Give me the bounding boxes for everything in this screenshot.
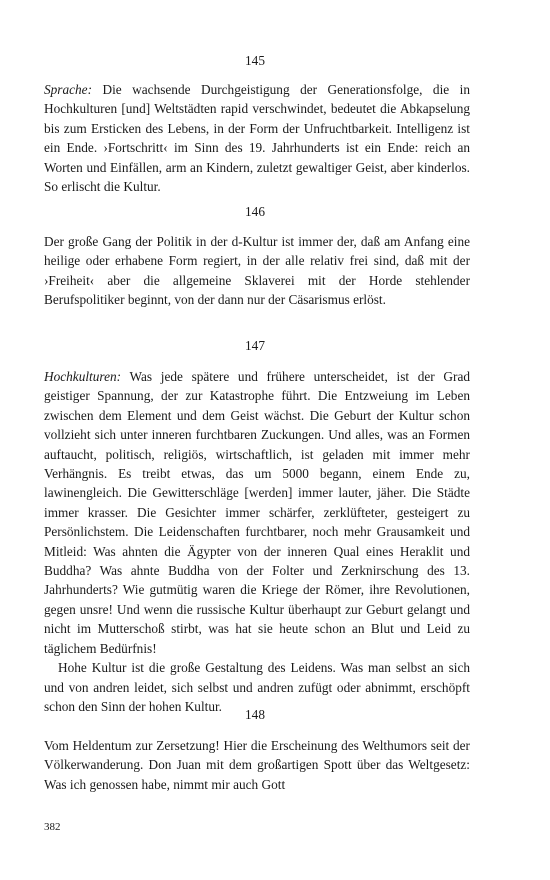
section-147-lead-term: Hochkulturen: <box>44 369 122 384</box>
section-147-paragraph-1 <box>44 367 470 658</box>
section-146-body <box>44 232 470 310</box>
section-147-paragraph-2-text: Hohe Kultur ist die große Gestaltung des Leidens. Was man selbst an sich und von andren leidet, sich selbst und andren zufügt oder abnimmt, erschöpft schon den Sinn der hohen Kultur. <box>44 660 470 714</box>
section-number-145: 145 <box>245 53 265 68</box>
section-145-lead-term: Sprache: <box>44 82 92 97</box>
section-145-body <box>44 80 470 196</box>
section-number-147: 147 <box>245 338 265 353</box>
section-number-148: 148 <box>245 707 265 722</box>
page-number: 382 <box>44 821 61 833</box>
section-146-paragraph-1 <box>44 232 470 310</box>
section-146-paragraph-1-text: Der große Gang der Politik in der d-Kultur ist immer der, daß am Anfang eine heilige oder erhabene Form regiert, in der alle relativ frei sind, daß mit der ›Freiheit‹ aber die allgemeine Sklaverei mit der Horde stehlender Berufspolitiker beginnt, von der dann nur der Cäsarismus erlöst. <box>44 234 470 308</box>
section-148-paragraph-1-text: Vom Heldentum zur Zersetzung! Hier die Erscheinung des Welthumors seit der Völkerwanderung. Don Juan mit dem großartigen Spott über das Weltgesetz: Was ich genossen habe, nimmt mir auch Gott <box>44 738 470 792</box>
section-147-paragraph-1-text: Was jede spätere und frühere unterscheidet, ist der Grad geistiger Spannung, der zur Katastrophe führt. Die Entzweiung im Leben zwischen dem Element und dem Geist wächst. Die Geburt der Kultur schon vollzieht sich unter inneren furchtbaren Zuckungen. Und alles, was an Formen auftaucht, politisch, religiös, wirtschaftlich, ist geladen mit immer mehr Verhängnis. Es treibt etwas, das um 5000 begann, einem Ende zu, lawinengleich. Die Gewitterschläge [werden] immer lauter, jäher. Die Städte immer krasser. Die Gesichter immer schärfer, zerklüfteter, gesteigert zu Persönlichstem. Die Leidenschaften furchtbarer, noch mehr Grausamkeit und Mitleid: Was ahnten die Ägypter von der inneren Qual eines Heraklit und Buddha? Was ahnte Buddha von der Folter und Zerknirschung des 13. Jahrhunderts? Wie gutmütig waren die Kriege der Römer, ihre Revolutionen, gegen unsre! Und wenn die russische Kultur überhaupt zur Geburt gelangt und nicht im Mutterschoß stirbt, was hat sie heute schon an Blut und Leid zu täglichem Bedürfnis! <box>44 369 470 656</box>
section-147-body <box>44 367 470 716</box>
section-148-body <box>44 736 470 794</box>
section-148-paragraph-1 <box>44 736 470 794</box>
section-145-paragraph-1-text: Die wachsende Durchgeistigung der Generationsfolge, die in Hochkulturen [und] Weltstädten rapid verschwindet, bedeutet die Abkapselung bis zum Ersticken des Lebens, in der Form der Unfruchtbarkeit. Intelligenz ist ein Ende. ›Fortschritt‹ im Sinn des 19. Jahrhunderts ist ein Ende: reich an Worten und Einfällen, arm an Kindern, zuletzt gewaltiger Geist, aber kinderlos. So erlischt die Kultur. <box>44 82 470 195</box>
section-number-146: 146 <box>245 204 265 219</box>
section-145-paragraph-1 <box>44 80 470 196</box>
